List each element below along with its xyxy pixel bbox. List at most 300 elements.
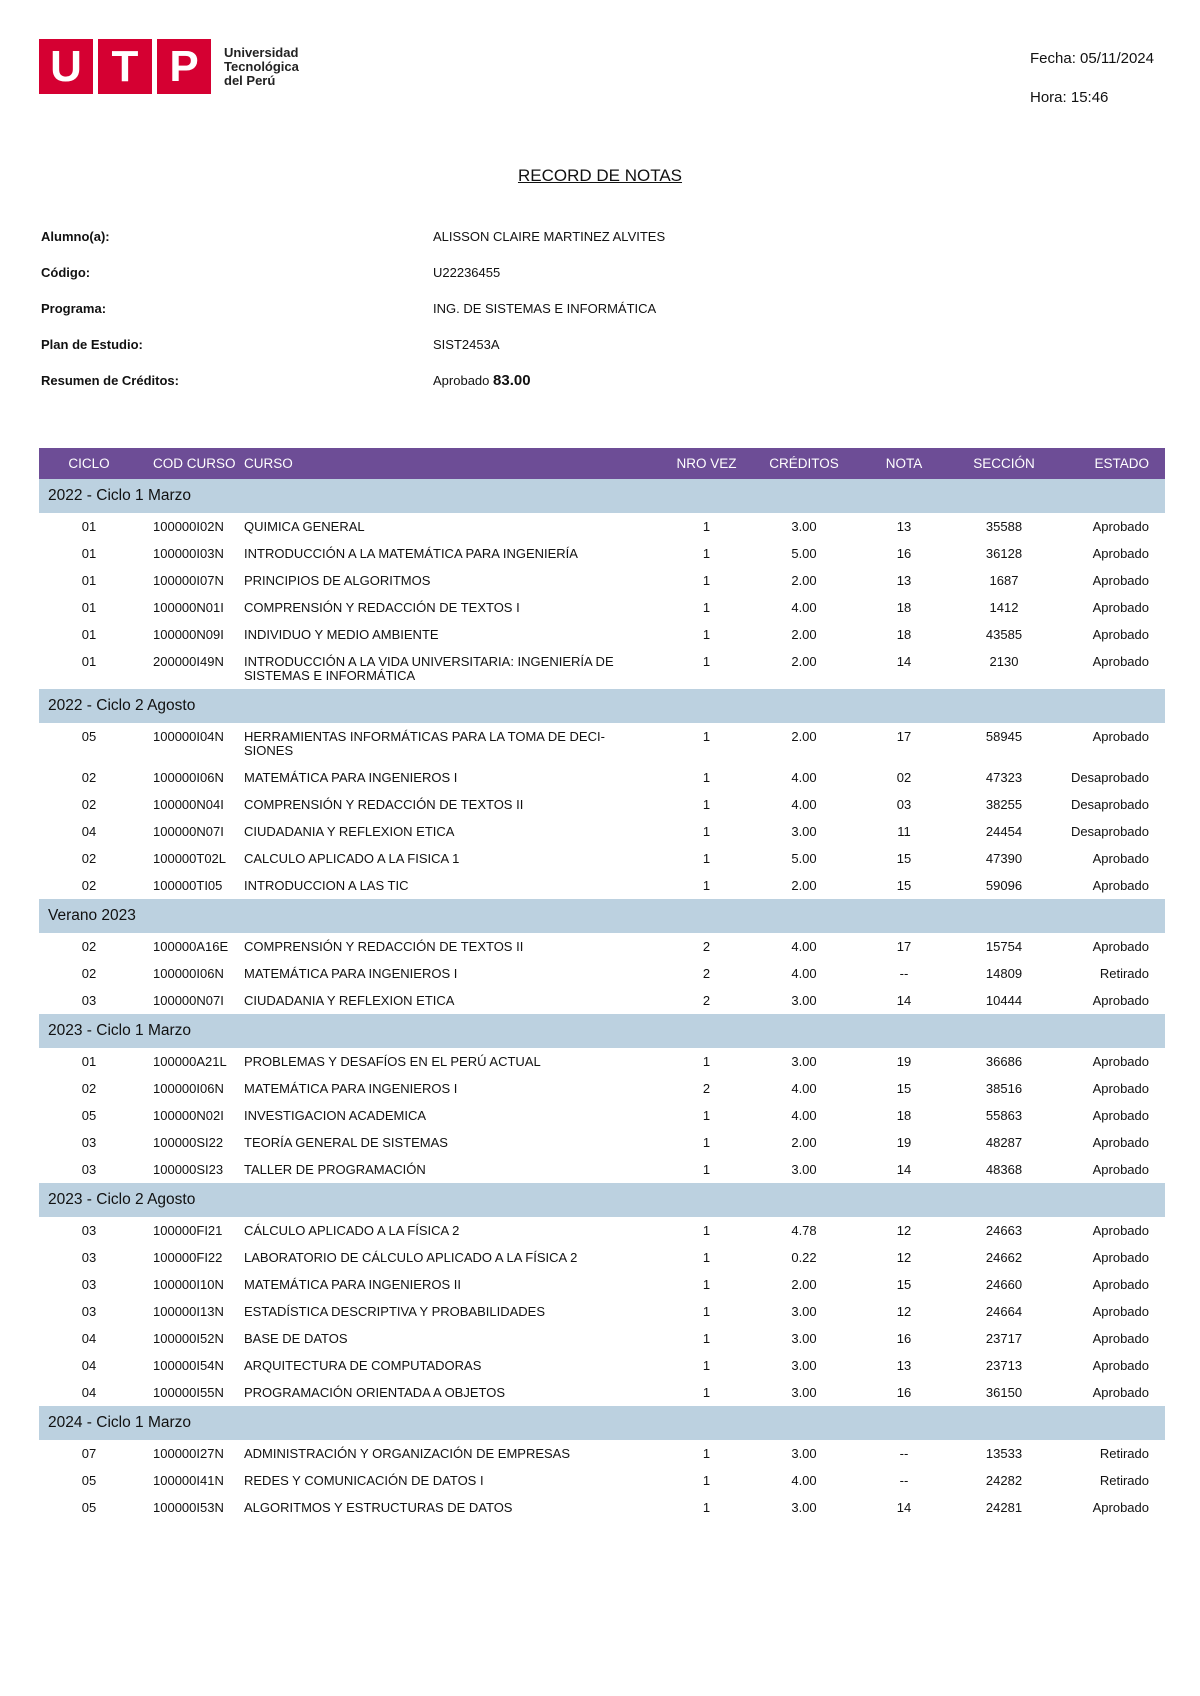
table-body	[39, 479, 1165, 1521]
cell-seccion: 36686	[985, 1054, 1023, 1069]
cell-seccion: 48368	[985, 1162, 1023, 1177]
cell-cod-curso: 100000I53N	[153, 1500, 224, 1515]
study-plan: SIST2453A	[433, 337, 500, 352]
cell-cod-curso: 100000N07I	[153, 993, 224, 1008]
cell-estado: Aprobado	[1092, 600, 1149, 615]
cell-seccion: 36128	[985, 546, 1023, 561]
cell-cod-curso: 100000I02N	[153, 519, 224, 534]
cell-cod-curso: 100000I55N	[153, 1385, 224, 1400]
cell-nro-vez: 1	[702, 1473, 711, 1488]
cell-creditos: 3.00	[791, 1358, 817, 1373]
header-curso: CURSO	[244, 456, 293, 471]
cell-nro-vez: 1	[702, 546, 711, 561]
cell-seccion: 35588	[985, 519, 1023, 534]
section-title: 2022 - Ciclo 2 Agosto	[48, 697, 196, 714]
cell-nota: 16	[896, 546, 912, 561]
cell-nota: 18	[896, 1108, 912, 1123]
logo-letter-t: T	[98, 39, 152, 94]
cell-estado: Aprobado	[1092, 1250, 1149, 1265]
table-row	[39, 791, 1165, 818]
cell-nro-vez: 1	[702, 573, 711, 588]
cell-curso: INTRODUCCIÓN A LA MATEMÁTICA PARA INGENIERÍA	[244, 546, 578, 561]
cell-seccion: 48287	[985, 1135, 1023, 1150]
cell-nro-vez: 2	[702, 966, 711, 981]
cell-seccion: 47390	[985, 851, 1023, 866]
cell-ciclo: 03	[81, 1135, 97, 1150]
cell-estado: Aprobado	[1092, 1331, 1149, 1346]
cell-nota: 11	[897, 824, 911, 839]
cell-creditos: 3.00	[791, 1446, 817, 1461]
cell-ciclo: 03	[81, 1223, 97, 1238]
cell-creditos: 5.00	[791, 851, 817, 866]
cell-nota: --	[899, 966, 909, 981]
table-row	[39, 818, 1165, 845]
report-date: Fecha: 05/11/2024	[1030, 50, 1154, 67]
section-title: Verano 2023	[48, 907, 136, 924]
student-name-label: Alumno(a):	[41, 229, 110, 244]
cell-creditos: 3.00	[791, 519, 817, 534]
table-row	[39, 1102, 1165, 1129]
cell-seccion: 23713	[985, 1358, 1023, 1373]
cell-ciclo: 02	[81, 966, 97, 981]
cell-curso: CIUDADANIA Y REFLEXION ETICA	[244, 824, 455, 839]
header-nro-vez: NRO VEZ	[676, 456, 737, 471]
cell-nro-vez: 1	[702, 1331, 711, 1346]
cell-cod-curso: 200000I49N	[153, 654, 224, 669]
cell-nro-vez: 1	[702, 1250, 711, 1265]
cell-nota: 14	[896, 1500, 912, 1515]
cell-nro-vez: 1	[702, 851, 711, 866]
cell-seccion: 13533	[985, 1446, 1023, 1461]
cell-curso: TEORÍA GENERAL DE SISTEMAS	[244, 1135, 448, 1150]
cell-nro-vez: 2	[702, 939, 711, 954]
cell-nro-vez: 1	[702, 878, 711, 893]
cell-seccion: 24454	[985, 824, 1023, 839]
cell-estado: Aprobado	[1092, 993, 1149, 1008]
cell-ciclo: 04	[81, 824, 97, 839]
cell-seccion: 47323	[985, 770, 1023, 785]
cell-nro-vez: 1	[702, 1385, 711, 1400]
cell-ciclo: 03	[81, 1162, 97, 1177]
cell-seccion: 24282	[985, 1473, 1023, 1488]
cell-creditos: 2.00	[791, 1277, 817, 1292]
cell-estado: Aprobado	[1092, 1385, 1149, 1400]
cell-nro-vez: 1	[702, 729, 711, 744]
cell-ciclo: 02	[81, 1081, 97, 1096]
logo-letter-p: P	[157, 39, 211, 94]
table-row	[39, 1440, 1165, 1467]
table-row	[39, 872, 1165, 899]
cell-seccion: 24662	[985, 1250, 1023, 1265]
student-name: ALISSON CLAIRE MARTINEZ ALVITES	[433, 229, 666, 244]
cell-cod-curso: 100000N07I	[153, 824, 224, 839]
cell-seccion: 23717	[985, 1331, 1023, 1346]
cell-estado: Aprobado	[1092, 627, 1149, 642]
table-row	[39, 1217, 1165, 1244]
cell-curso: MATEMÁTICA PARA INGENIEROS I	[244, 770, 458, 785]
cell-ciclo: 02	[81, 797, 97, 812]
cell-nota: 12	[896, 1250, 912, 1265]
logo-university-name	[224, 46, 299, 88]
table-row	[39, 594, 1165, 621]
cell-cod-curso: 100000A21L	[153, 1054, 227, 1069]
cell-creditos: 4.00	[791, 600, 817, 615]
cell-nota: 16	[896, 1331, 912, 1346]
cell-nota: 18	[896, 600, 912, 615]
cell-curso: MATEMÁTICA PARA INGENIEROS I	[244, 966, 458, 981]
cell-seccion: 1412	[989, 600, 1019, 615]
cell-creditos: 4.00	[791, 939, 817, 954]
cell-curso: COMPRENSIÓN Y REDACCIÓN DE TEXTOS II	[244, 939, 524, 954]
cell-creditos: 3.00	[791, 1054, 817, 1069]
cell-seccion: 24660	[985, 1277, 1023, 1292]
cell-curso: CIUDADANIA Y REFLEXION ETICA	[244, 993, 455, 1008]
cell-cod-curso: 100000A16E	[153, 939, 229, 954]
cell-curso: MATEMÁTICA PARA INGENIEROS II	[244, 1277, 461, 1292]
cell-estado: Aprobado	[1092, 1277, 1149, 1292]
cell-cod-curso: 100000I52N	[153, 1331, 224, 1346]
section-title: 2024 - Ciclo 1 Marzo	[48, 1414, 192, 1431]
table-row	[39, 540, 1165, 567]
cell-estado: Aprobado	[1092, 729, 1149, 744]
cell-nota: 02	[896, 770, 912, 785]
cell-cod-curso: 100000I06N	[153, 770, 224, 785]
table-row	[39, 1156, 1165, 1183]
cell-curso: ARQUITECTURA DE COMPUTADORAS	[244, 1358, 482, 1373]
cell-estado: Aprobado	[1092, 1081, 1149, 1096]
cell-estado: Aprobado	[1092, 573, 1149, 588]
table-row	[39, 987, 1165, 1014]
cell-nro-vez: 1	[702, 1162, 711, 1177]
cell-creditos: 2.00	[791, 627, 817, 642]
cell-nro-vez: 2	[702, 993, 711, 1008]
cell-cod-curso: 100000I54N	[153, 1358, 224, 1373]
logo-text-line: Tecnológica	[224, 58, 299, 74]
cell-estado: Desaprobado	[1070, 797, 1149, 812]
cell-estado: Retirado	[1099, 966, 1149, 981]
cell-ciclo: 03	[81, 1277, 97, 1292]
cell-nro-vez: 1	[702, 824, 711, 839]
cell-seccion: 38516	[985, 1081, 1023, 1096]
cell-cod-curso: 100000FI21	[153, 1223, 223, 1238]
cell-estado: Aprobado	[1092, 1304, 1149, 1319]
cell-nota: 13	[896, 573, 912, 588]
cell-nota: 15	[896, 1277, 912, 1292]
cell-nota: 12	[896, 1304, 912, 1319]
cell-ciclo: 05	[81, 729, 97, 744]
table-row	[39, 723, 1165, 764]
cell-cod-curso: 100000SI23	[153, 1162, 224, 1177]
cell-ciclo: 03	[81, 1304, 97, 1319]
logo-letter-u: U	[39, 39, 93, 94]
cell-creditos: 3.00	[791, 1385, 817, 1400]
cell-cod-curso: 100000I07N	[153, 573, 224, 588]
cell-cod-curso: 100000I41N	[153, 1473, 224, 1488]
cell-ciclo: 02	[81, 770, 97, 785]
cell-cod-curso: 100000I13N	[153, 1304, 224, 1319]
cell-creditos: 2.00	[791, 573, 817, 588]
section-header-row	[39, 899, 1165, 933]
cell-cod-curso: 100000I04N	[153, 729, 224, 744]
section-header-row	[39, 689, 1165, 723]
study-plan-label: Plan de Estudio:	[41, 337, 143, 352]
cell-nota: 12	[896, 1223, 912, 1238]
cell-nota: 18	[896, 627, 912, 642]
utp-logo	[39, 39, 299, 94]
section-title: 2023 - Ciclo 2 Agosto	[48, 1191, 196, 1208]
cell-seccion: 24281	[985, 1500, 1023, 1515]
cell-nro-vez: 1	[702, 1108, 711, 1123]
cell-creditos: 3.00	[791, 1162, 817, 1177]
cell-cod-curso: 100000TI05	[153, 878, 223, 893]
cell-estado: Desaprobado	[1070, 824, 1149, 839]
cell-curso: ADMINISTRACIÓN Y ORGANIZACIÓN DE EMPRESAS	[244, 1446, 571, 1461]
section-title: 2022 - Ciclo 1 Marzo	[48, 487, 192, 504]
cell-ciclo: 01	[81, 627, 97, 642]
header-creditos: CRÉDITOS	[769, 456, 839, 471]
cell-creditos: 4.00	[791, 770, 817, 785]
cell-ciclo: 02	[81, 939, 97, 954]
cell-estado: Aprobado	[1092, 1358, 1149, 1373]
cell-nro-vez: 1	[702, 1277, 711, 1292]
cell-nota: 14	[896, 654, 912, 669]
header-seccion: SECCIÓN	[973, 456, 1035, 471]
cell-ciclo: 05	[81, 1108, 97, 1123]
cell-creditos: 2.00	[791, 1135, 817, 1150]
cell-curso: BASE DE DATOS	[244, 1331, 348, 1346]
cell-creditos: 0.22	[791, 1250, 817, 1265]
cell-ciclo: 03	[81, 993, 97, 1008]
logo-text-line: Universidad	[224, 44, 299, 60]
cell-cod-curso: 100000I06N	[153, 1081, 224, 1096]
table-row	[39, 764, 1165, 791]
table-row	[39, 845, 1165, 872]
cell-nota: 17	[896, 729, 912, 744]
cell-nota: 13	[896, 519, 912, 534]
table-row	[39, 1048, 1165, 1075]
cell-ciclo: 01	[81, 519, 97, 534]
table-row	[39, 621, 1165, 648]
credits-value: 83.00	[493, 372, 531, 389]
cell-seccion: 10444	[985, 993, 1023, 1008]
cell-ciclo: 01	[81, 600, 97, 615]
cell-curso: INTRODUCCIÓN A LA VIDA UNIVERSITARIA: INGENIERÍA DE SISTEMAS E INFORMÁTICA	[244, 654, 614, 683]
student-code: U22236455	[433, 265, 501, 280]
cell-seccion: 43585	[985, 627, 1023, 642]
cell-creditos: 3.00	[791, 1304, 817, 1319]
cell-nro-vez: 1	[702, 600, 711, 615]
cell-ciclo: 01	[81, 654, 97, 669]
cell-curso: CALCULO APLICADO A LA FISICA 1	[244, 851, 460, 866]
cell-estado: Retirado	[1099, 1446, 1149, 1461]
table-row	[39, 648, 1165, 689]
cell-cod-curso: 100000I06N	[153, 966, 224, 981]
cell-curso: COMPRENSIÓN Y REDACCIÓN DE TEXTOS II	[244, 797, 524, 812]
program: ING. DE SISTEMAS E INFORMÁTICA	[433, 301, 657, 316]
cell-estado: Retirado	[1099, 1473, 1149, 1488]
credits-status: Aprobado	[433, 373, 490, 388]
cell-nota: 15	[896, 1081, 912, 1096]
cell-creditos: 4.00	[791, 1081, 817, 1096]
cell-cod-curso: 100000N01I	[153, 600, 224, 615]
report-time: Hora: 15:46	[1030, 89, 1109, 106]
cell-nro-vez: 1	[702, 654, 711, 669]
cell-nro-vez: 1	[702, 1304, 711, 1319]
cell-nota: 16	[896, 1385, 912, 1400]
cell-seccion: 2130	[989, 654, 1019, 669]
program-label: Programa:	[41, 301, 107, 316]
cell-cod-curso: 100000N09I	[153, 627, 224, 642]
cell-ciclo: 04	[81, 1385, 97, 1400]
cell-curso: PRINCIPIOS DE ALGORITMOS	[244, 573, 431, 588]
cell-curso: COMPRENSIÓN Y REDACCIÓN DE TEXTOS I	[244, 600, 520, 615]
table-row	[39, 1129, 1165, 1156]
cell-nota: --	[899, 1473, 909, 1488]
section-header-row	[39, 1183, 1165, 1217]
cell-cod-curso: 100000N04I	[153, 797, 224, 812]
cell-estado: Aprobado	[1092, 1500, 1149, 1515]
cell-nro-vez: 1	[702, 1446, 711, 1461]
table-row	[39, 1075, 1165, 1102]
table-row	[39, 960, 1165, 987]
cell-seccion: 15754	[985, 939, 1023, 954]
table-row	[39, 1494, 1165, 1521]
cell-estado: Aprobado	[1092, 1108, 1149, 1123]
cell-cod-curso: 100000FI22	[153, 1250, 223, 1265]
cell-nota: 19	[896, 1135, 912, 1150]
cell-creditos: 2.00	[791, 878, 817, 893]
cell-creditos: 3.00	[791, 1331, 817, 1346]
cell-creditos: 4.00	[791, 1473, 817, 1488]
table-header	[39, 448, 1165, 479]
cell-estado: Aprobado	[1092, 1135, 1149, 1150]
cell-nota: 14	[896, 1162, 912, 1177]
cell-curso: PROGRAMACIÓN ORIENTADA A OBJETOS	[244, 1385, 506, 1400]
cell-cod-curso: 100000T02L	[153, 851, 227, 866]
cell-estado: Desaprobado	[1070, 770, 1149, 785]
cell-curso: INDIVIDUO Y MEDIO AMBIENTE	[244, 627, 439, 642]
table-row	[39, 1467, 1165, 1494]
cell-curso: MATEMÁTICA PARA INGENIEROS I	[244, 1081, 458, 1096]
cell-curso: INVESTIGACION ACADEMICA	[244, 1108, 427, 1123]
cell-nro-vez: 1	[702, 1135, 711, 1150]
cell-nro-vez: 1	[702, 627, 711, 642]
cell-creditos: 3.00	[791, 824, 817, 839]
section-header-row	[39, 1406, 1165, 1440]
cell-nota: 15	[896, 851, 912, 866]
cell-nota: 13	[896, 1358, 912, 1373]
cell-curso: ALGORITMOS Y ESTRUCTURAS DE DATOS	[244, 1500, 513, 1515]
cell-nota: 14	[896, 993, 912, 1008]
cell-curso: ESTADÍSTICA DESCRIPTIVA Y PROBABILIDADES	[244, 1304, 546, 1319]
cell-nro-vez: 1	[702, 1500, 711, 1515]
cell-estado: Aprobado	[1092, 546, 1149, 561]
table-row	[39, 933, 1165, 960]
cell-ciclo: 05	[81, 1500, 97, 1515]
cell-seccion: 24664	[985, 1304, 1023, 1319]
section-header-row	[39, 479, 1165, 513]
cell-seccion: 1687	[989, 573, 1019, 588]
section-title: 2023 - Ciclo 1 Marzo	[48, 1022, 192, 1039]
cell-creditos: 2.00	[791, 654, 817, 669]
table-row	[39, 1244, 1165, 1271]
cell-curso: QUIMICA GENERAL	[244, 519, 365, 534]
cell-creditos: 4.00	[791, 1108, 817, 1123]
cell-curso: INTRODUCCION A LAS TIC	[244, 878, 409, 893]
table-row	[39, 1352, 1165, 1379]
cell-curso: HERRAMIENTAS INFORMÁTICAS PARA LA TOMA DE DECI-SIONES	[244, 729, 605, 758]
cell-seccion: 36150	[985, 1385, 1023, 1400]
cell-seccion: 14809	[985, 966, 1023, 981]
cell-nro-vez: 1	[702, 770, 711, 785]
table-row	[39, 1379, 1165, 1406]
cell-cod-curso: 100000I03N	[153, 546, 224, 561]
credits-summary-label: Resumen de Créditos:	[41, 373, 179, 388]
cell-estado: Aprobado	[1092, 1054, 1149, 1069]
table-row	[39, 567, 1165, 594]
cell-creditos: 4.78	[791, 1223, 817, 1238]
cell-creditos: 4.00	[791, 797, 817, 812]
table-row	[39, 1298, 1165, 1325]
page-title: RECORD DE NOTAS	[517, 166, 683, 185]
student-code-label: Código:	[41, 265, 91, 280]
cell-nro-vez: 1	[702, 797, 711, 812]
cell-ciclo: 01	[81, 1054, 97, 1069]
credits-summary	[433, 372, 531, 389]
table-row	[39, 1325, 1165, 1352]
cell-curso: TALLER DE PROGRAMACIÓN	[244, 1162, 426, 1177]
cell-ciclo: 01	[81, 573, 97, 588]
cell-ciclo: 02	[81, 878, 97, 893]
header-nota: NOTA	[885, 456, 923, 471]
cell-nota: --	[899, 1446, 909, 1461]
header-cod-curso: COD CURSO	[153, 456, 236, 471]
cell-estado: Aprobado	[1092, 654, 1149, 669]
cell-ciclo: 04	[81, 1331, 97, 1346]
cell-nro-vez: 1	[702, 519, 711, 534]
cell-estado: Aprobado	[1092, 519, 1149, 534]
cell-ciclo: 01	[81, 546, 97, 561]
cell-nota: 03	[896, 797, 912, 812]
cell-cod-curso: 100000I27N	[153, 1446, 224, 1461]
header-ciclo: CICLO	[68, 456, 110, 471]
cell-nro-vez: 1	[702, 1358, 711, 1373]
cell-creditos: 4.00	[791, 966, 817, 981]
cell-estado: Aprobado	[1092, 939, 1149, 954]
cell-estado: Aprobado	[1092, 1162, 1149, 1177]
cell-cod-curso: 100000SI22	[153, 1135, 224, 1150]
cell-nro-vez: 1	[702, 1054, 711, 1069]
cell-curso: REDES Y COMUNICACIÓN DE DATOS I	[244, 1473, 484, 1488]
cell-estado: Aprobado	[1092, 1223, 1149, 1238]
cell-creditos: 2.00	[791, 729, 817, 744]
cell-curso: CÁLCULO APLICADO A LA FÍSICA 2	[244, 1223, 460, 1238]
cell-nota: 19	[896, 1054, 912, 1069]
cell-ciclo: 02	[81, 851, 97, 866]
section-header-row	[39, 1014, 1165, 1048]
cell-nota: 15	[896, 878, 912, 893]
cell-seccion: 59096	[985, 878, 1023, 893]
cell-nota: 17	[896, 939, 912, 954]
cell-creditos: 5.00	[791, 546, 817, 561]
cell-cod-curso: 100000I10N	[153, 1277, 224, 1292]
cell-seccion: 24663	[985, 1223, 1023, 1238]
cell-curso: PROBLEMAS Y DESAFÍOS EN EL PERÚ ACTUAL	[244, 1054, 541, 1069]
cell-creditos: 3.00	[791, 1500, 817, 1515]
header-estado: ESTADO	[1094, 456, 1149, 471]
cell-curso: LABORATORIO DE CÁLCULO APLICADO A LA FÍSICA 2	[244, 1250, 578, 1265]
cell-estado: Aprobado	[1092, 851, 1149, 866]
